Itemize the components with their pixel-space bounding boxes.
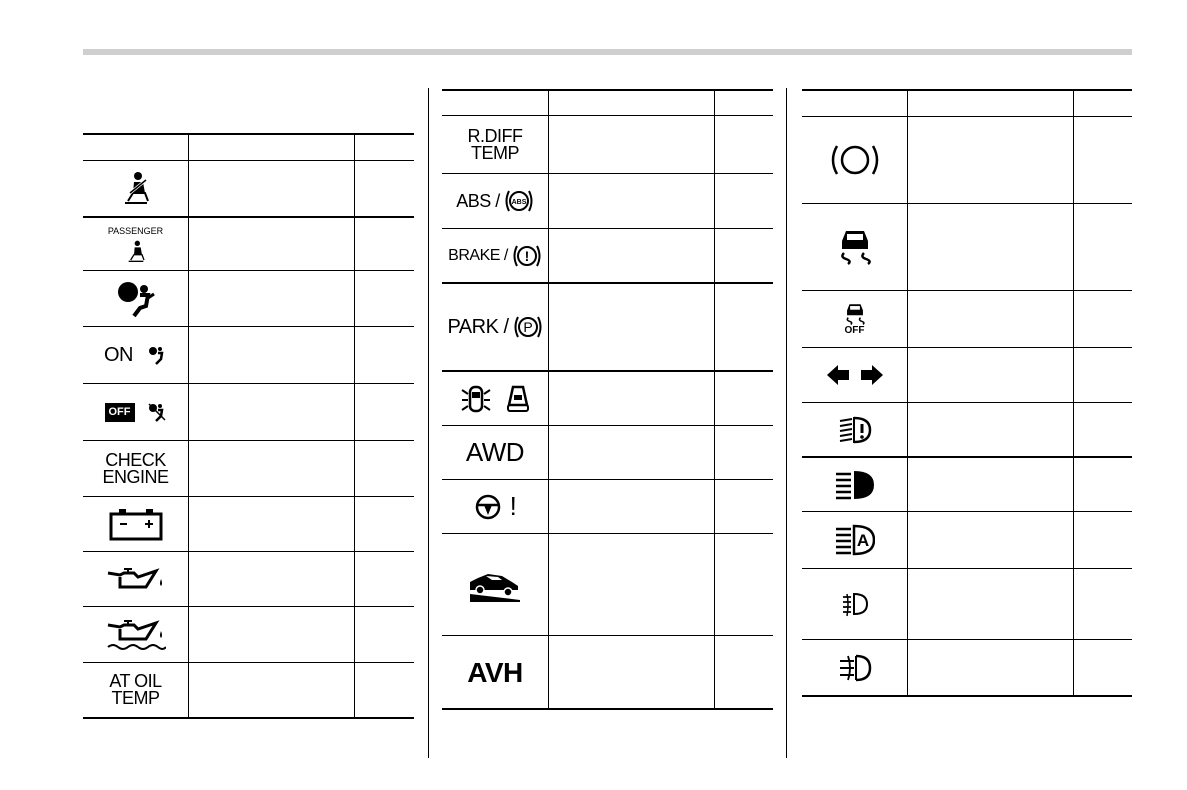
brake-label: BRAKE / xyxy=(448,247,508,264)
table-row xyxy=(83,161,414,218)
svg-text:!: ! xyxy=(524,247,530,264)
passenger-seatbelt-icon xyxy=(83,217,188,270)
table-row xyxy=(442,372,773,426)
auto-high-beam-icon xyxy=(802,512,907,568)
table-row xyxy=(802,458,1132,512)
table-row xyxy=(83,217,414,271)
off-label: OFF xyxy=(105,403,135,422)
rdiff-label: R.DIFF xyxy=(467,125,523,146)
column-divider xyxy=(786,88,787,758)
table-row xyxy=(83,384,414,441)
svg-text:P: P xyxy=(522,319,533,335)
vdc-off-icon xyxy=(802,291,907,347)
check-label: CHECK xyxy=(105,449,166,470)
table-header-row xyxy=(442,89,773,116)
passenger-label: PASSENGER xyxy=(107,226,164,236)
table-row xyxy=(802,569,1132,640)
auto-vehicle-hold-icon xyxy=(442,636,548,708)
vehicle-dynamics-icon xyxy=(802,204,907,290)
table-row xyxy=(83,607,414,663)
at-oil-label: AT OIL xyxy=(109,671,162,691)
header-bar xyxy=(83,49,1132,55)
indicator-table-3 xyxy=(802,89,1132,696)
table-header-row xyxy=(802,89,1132,117)
rear-diff-temp-icon xyxy=(442,116,548,173)
table-row xyxy=(442,174,773,229)
table-row xyxy=(83,441,414,497)
indicator-table-2 xyxy=(442,89,773,709)
indicator-table-1 xyxy=(83,133,414,718)
temp-label: TEMP xyxy=(111,688,160,708)
oil-pressure-icon xyxy=(83,552,188,606)
table-row xyxy=(442,284,773,372)
off-label: OFF xyxy=(844,324,865,336)
parking-brake-icon xyxy=(442,284,548,370)
check-engine-icon xyxy=(83,441,188,496)
table-row xyxy=(83,327,414,384)
at-oil-temp-icon xyxy=(83,663,188,717)
table-row xyxy=(83,271,414,327)
table-row xyxy=(442,534,773,636)
awd-label: AWD xyxy=(465,437,525,467)
turn-signal-icon xyxy=(802,348,907,402)
battery-icon xyxy=(83,497,188,551)
table-row xyxy=(802,640,1132,697)
table-row xyxy=(442,229,773,284)
column-divider xyxy=(428,88,429,758)
hill-descent-icon xyxy=(442,534,548,635)
front-fog-light-icon xyxy=(802,569,907,639)
high-beam-icon xyxy=(802,458,907,511)
table-header-row xyxy=(83,133,414,161)
table-row xyxy=(802,291,1132,348)
table-row xyxy=(442,116,773,174)
brake-system-icon xyxy=(802,117,907,203)
table-row xyxy=(83,552,414,607)
seatbelt-icon xyxy=(83,161,188,216)
temp-label: TEMP xyxy=(470,142,519,163)
avh-label: AVH xyxy=(467,656,523,688)
engine-label: ENGINE xyxy=(102,466,169,487)
table-row xyxy=(802,403,1132,458)
airbag-icon xyxy=(83,271,188,326)
table-row xyxy=(802,204,1132,291)
passenger-airbag-on-icon xyxy=(83,327,188,383)
table-row xyxy=(83,497,414,552)
exclamation-label: ! xyxy=(509,491,517,521)
passenger-airbag-off-icon xyxy=(83,384,188,440)
table-row xyxy=(802,117,1132,204)
brake-icon xyxy=(442,229,548,282)
awd-icon xyxy=(442,426,548,479)
table-row xyxy=(802,348,1132,403)
svg-text:A: A xyxy=(856,531,869,550)
park-label: PARK / xyxy=(447,315,509,338)
svg-text:ABS: ABS xyxy=(511,199,527,206)
abs-label: ABS / xyxy=(456,190,500,211)
on-label: ON xyxy=(104,343,133,366)
headlight-leveling-warning-icon xyxy=(802,403,907,456)
table-row xyxy=(442,480,773,534)
abs-icon xyxy=(442,174,548,228)
door-open-icon xyxy=(442,372,548,425)
table-row xyxy=(802,512,1132,569)
power-steering-icon xyxy=(442,480,548,533)
low-oil-level-icon xyxy=(83,607,188,662)
rear-fog-light-icon xyxy=(802,640,907,695)
table-row xyxy=(442,636,773,710)
table-row xyxy=(83,663,414,719)
table-row xyxy=(442,426,773,480)
